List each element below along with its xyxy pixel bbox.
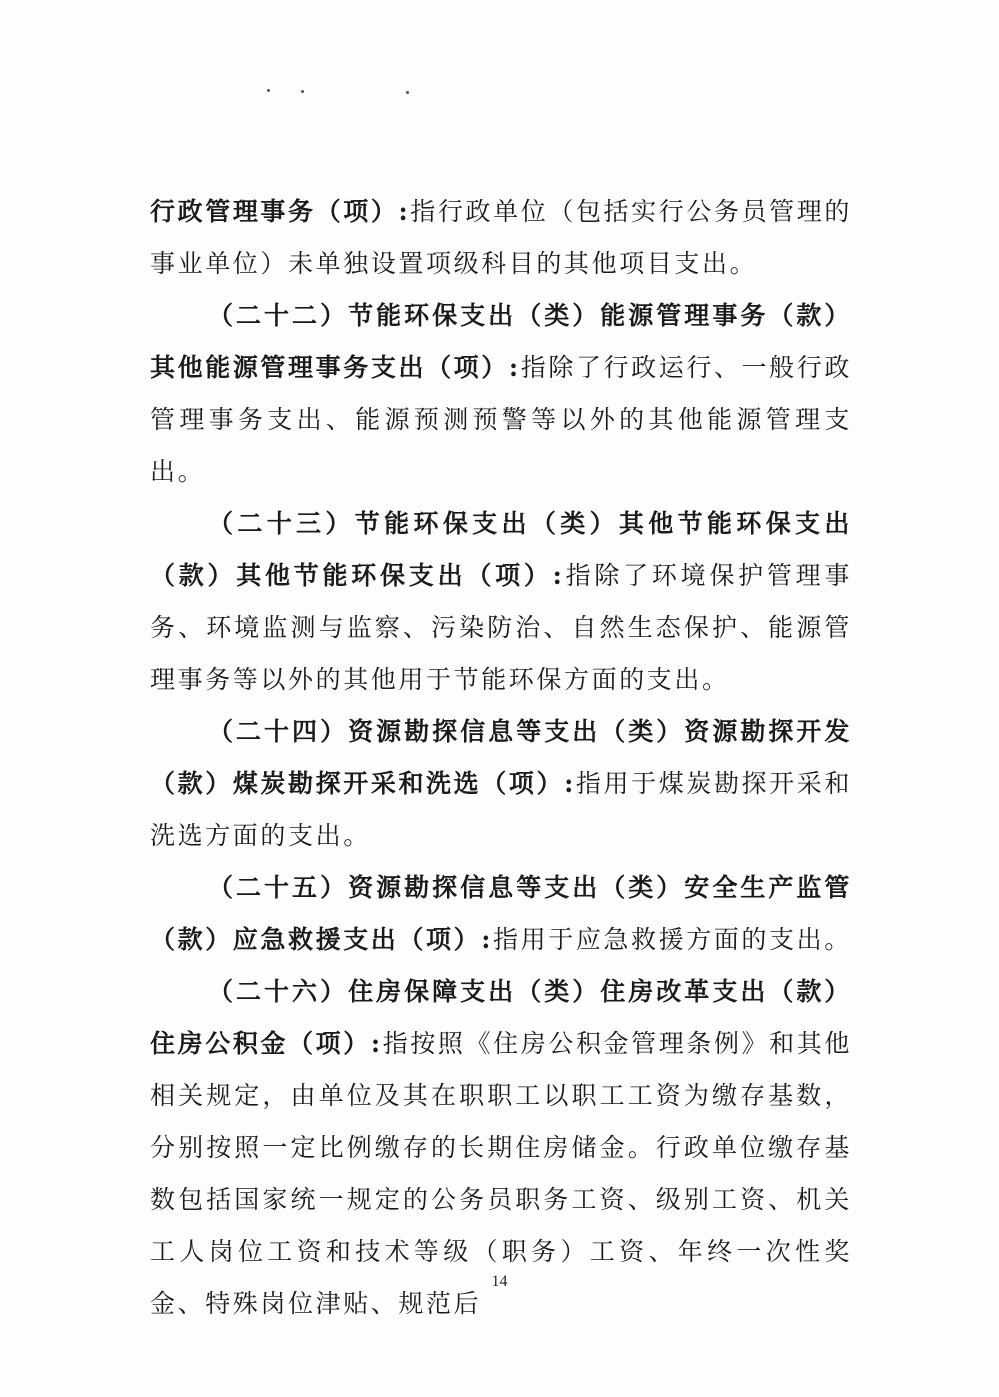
item-description: 指除了行政运行、一般行政管理事务支出、能源预测预警等以外的其他能源管理支出。 (150, 353, 852, 486)
page-number: 14 (491, 1273, 508, 1290)
item-heading: （二十三）节能环保支出（类）其他节能环保支出（款）其他节能环保支出（项）: (150, 509, 852, 590)
item-description: 指行政单位（包括实行公务员管理的事业单位）未单独设置项级科目的其他项目支出。 (150, 197, 852, 278)
scan-speck (267, 89, 270, 92)
item-description: 指用于煤炭勘探开采和洗选方面的支出。 (150, 769, 852, 850)
item-heading: （二十五）资源勘探信息等支出（类）安全生产监管（款）应急救援支出（项）: (150, 873, 852, 954)
paragraph-item-25 (150, 862, 852, 966)
item-description: 指除了环境保护管理事务、环境监测与监察、污染防治、自然生态保护、能源管理事务等以外的其他用于节能环保方面的支出。 (150, 561, 852, 694)
scan-speck (406, 91, 409, 94)
document-body (150, 186, 852, 1330)
item-heading: （二十二）节能环保支出（类）能源管理事务（款）其他能源管理事务支出（项）: (150, 301, 852, 382)
paragraph-item-24 (150, 706, 852, 862)
item-heading: （二十四）资源勘探信息等支出（类）资源勘探开发（款）煤炭勘探开采和洗选（项）: (150, 717, 852, 798)
item-heading: （二十六）住房保障支出（类）住房改革支出（款）住房公积金（项）: (150, 977, 852, 1058)
paragraph-item-22 (150, 290, 852, 498)
item-heading: 行政管理事务（项）: (150, 197, 411, 226)
scan-speck (301, 90, 304, 93)
item-description: 指按照《住房公积金管理条例》和其他相关规定，由单位及其在职职工以职工工资为缴存基数，分别按照一定比例缴存的长期住房储金。行政单位缴存基数包括国家统一规定的公务员职务工资、级别工资、机关工人岗位工资和技术等级（职务）工资、年终一次性奖金、特殊岗位津贴、规范后 (150, 1029, 852, 1318)
item-description: 指用于应急救援方面的支出。 (493, 925, 852, 954)
paragraph-item-23 (150, 498, 852, 706)
paragraph-admin-affairs (150, 186, 852, 290)
